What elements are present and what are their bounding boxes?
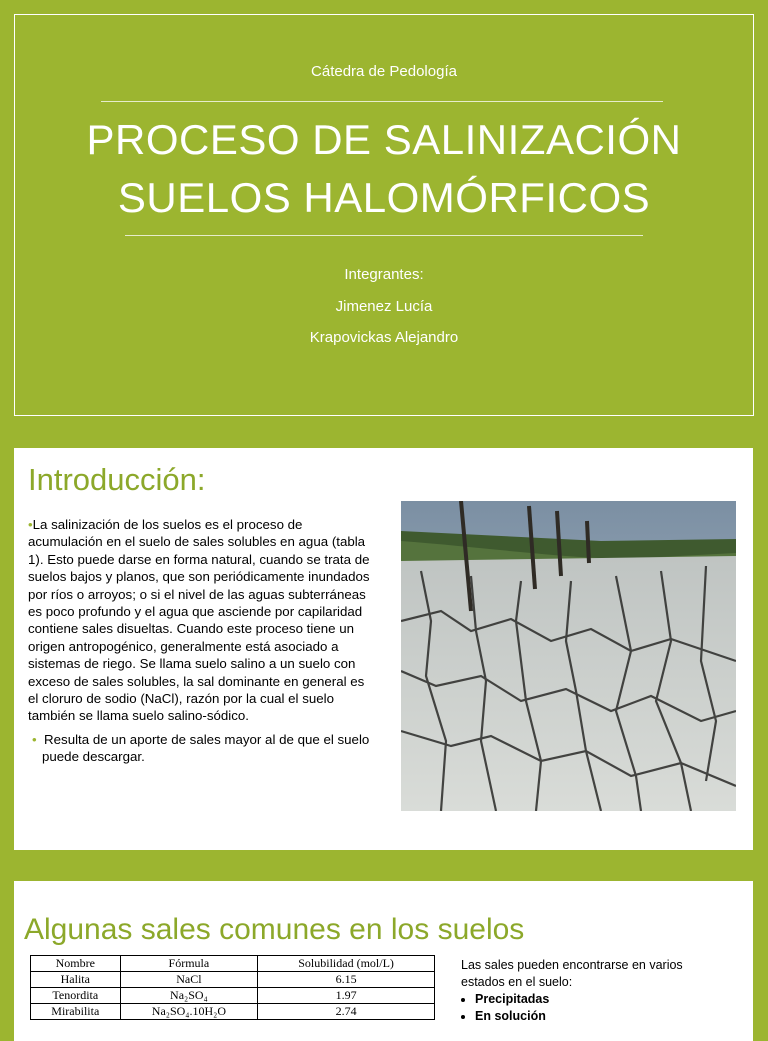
table-cell: 1.97 [258, 988, 435, 1004]
intro-slide [14, 448, 753, 850]
table-cell: Na₂SO₄.10H₂O [120, 1004, 258, 1020]
course-subtitle: Cátedra de Pedología [311, 63, 457, 80]
intro-paragraph: •La salinización de los suelos es el proceso de acumulación en el suelo de sales solubles en agua (tabla 1). Esto puede darse en forma natural, cuando se trata de suelos bajos y planos, que son periódicamente inundados por ríos o arroyos; o si el nivel de las aguas subterráneas es poco profundo y el agua que asciende por capilaridad contiene sales disueltas. Cuando este proceso tiene un origen antropogénico, generalmente está asociado a sistemas de riego. Se llama suelo salino a un suelo con exceso de sales solubles, la sal dominante en general es el cloruro de sodio (NaCl), razón por la cual el suelo también se llama suelo salino-sódico. [28, 517, 370, 724]
intro-body [28, 516, 373, 772]
column-header: Nombre [31, 956, 121, 972]
cracked-soil-photo [401, 501, 736, 811]
table-cell: Halita [31, 972, 121, 988]
table-cell: Mirabilita [31, 1004, 121, 1020]
member-name: Krapovickas Alejandro [309, 329, 459, 346]
salt-states-text [461, 957, 721, 1025]
column-header: Solubilidad (mol/L) [258, 956, 435, 972]
intro-title: Introducción: [28, 462, 206, 497]
title-slide [14, 14, 754, 416]
salt-states-intro: Las sales pueden encontrarse en varios estados en el suelo: [461, 958, 683, 989]
list-item: • Precipitadas [475, 991, 721, 1008]
table-header-row [31, 956, 435, 972]
table-cell: NaCl [120, 972, 258, 988]
members-block [15, 259, 753, 354]
salts-title: Algunas sales comunes en los suelos [24, 913, 525, 946]
table-row [31, 1004, 435, 1020]
table-cell: Tenordita [31, 988, 121, 1004]
salt-states-list [461, 991, 721, 1025]
salts-slide [14, 881, 753, 1041]
intro-bullet-point: • Resulta de un aporte de sales mayor al de que el suelo puede descargar. [32, 731, 370, 765]
table-cell: Na₂SO₄ [120, 988, 258, 1004]
salts-table [30, 955, 435, 1020]
table-row [31, 972, 435, 988]
title-line-2: SUELOS HALOMÓRFICOS [117, 174, 651, 221]
bullet-icon: • [32, 731, 37, 747]
divider-bottom [125, 235, 643, 236]
table-row [31, 988, 435, 1004]
column-header: Fórmula [120, 956, 258, 972]
table-cell: 6.15 [258, 972, 435, 988]
slide-title [15, 111, 753, 227]
member-name: Jimenez Lucía [335, 297, 433, 315]
bullet-icon: • [28, 517, 33, 532]
table-cell: 2.74 [258, 1004, 435, 1020]
title-line-1: PROCESO DE SALINIZACIÓN [86, 116, 682, 163]
divider-top [101, 101, 663, 102]
members-label: Integrantes: [344, 266, 424, 283]
list-item: • En solución [475, 1008, 721, 1025]
